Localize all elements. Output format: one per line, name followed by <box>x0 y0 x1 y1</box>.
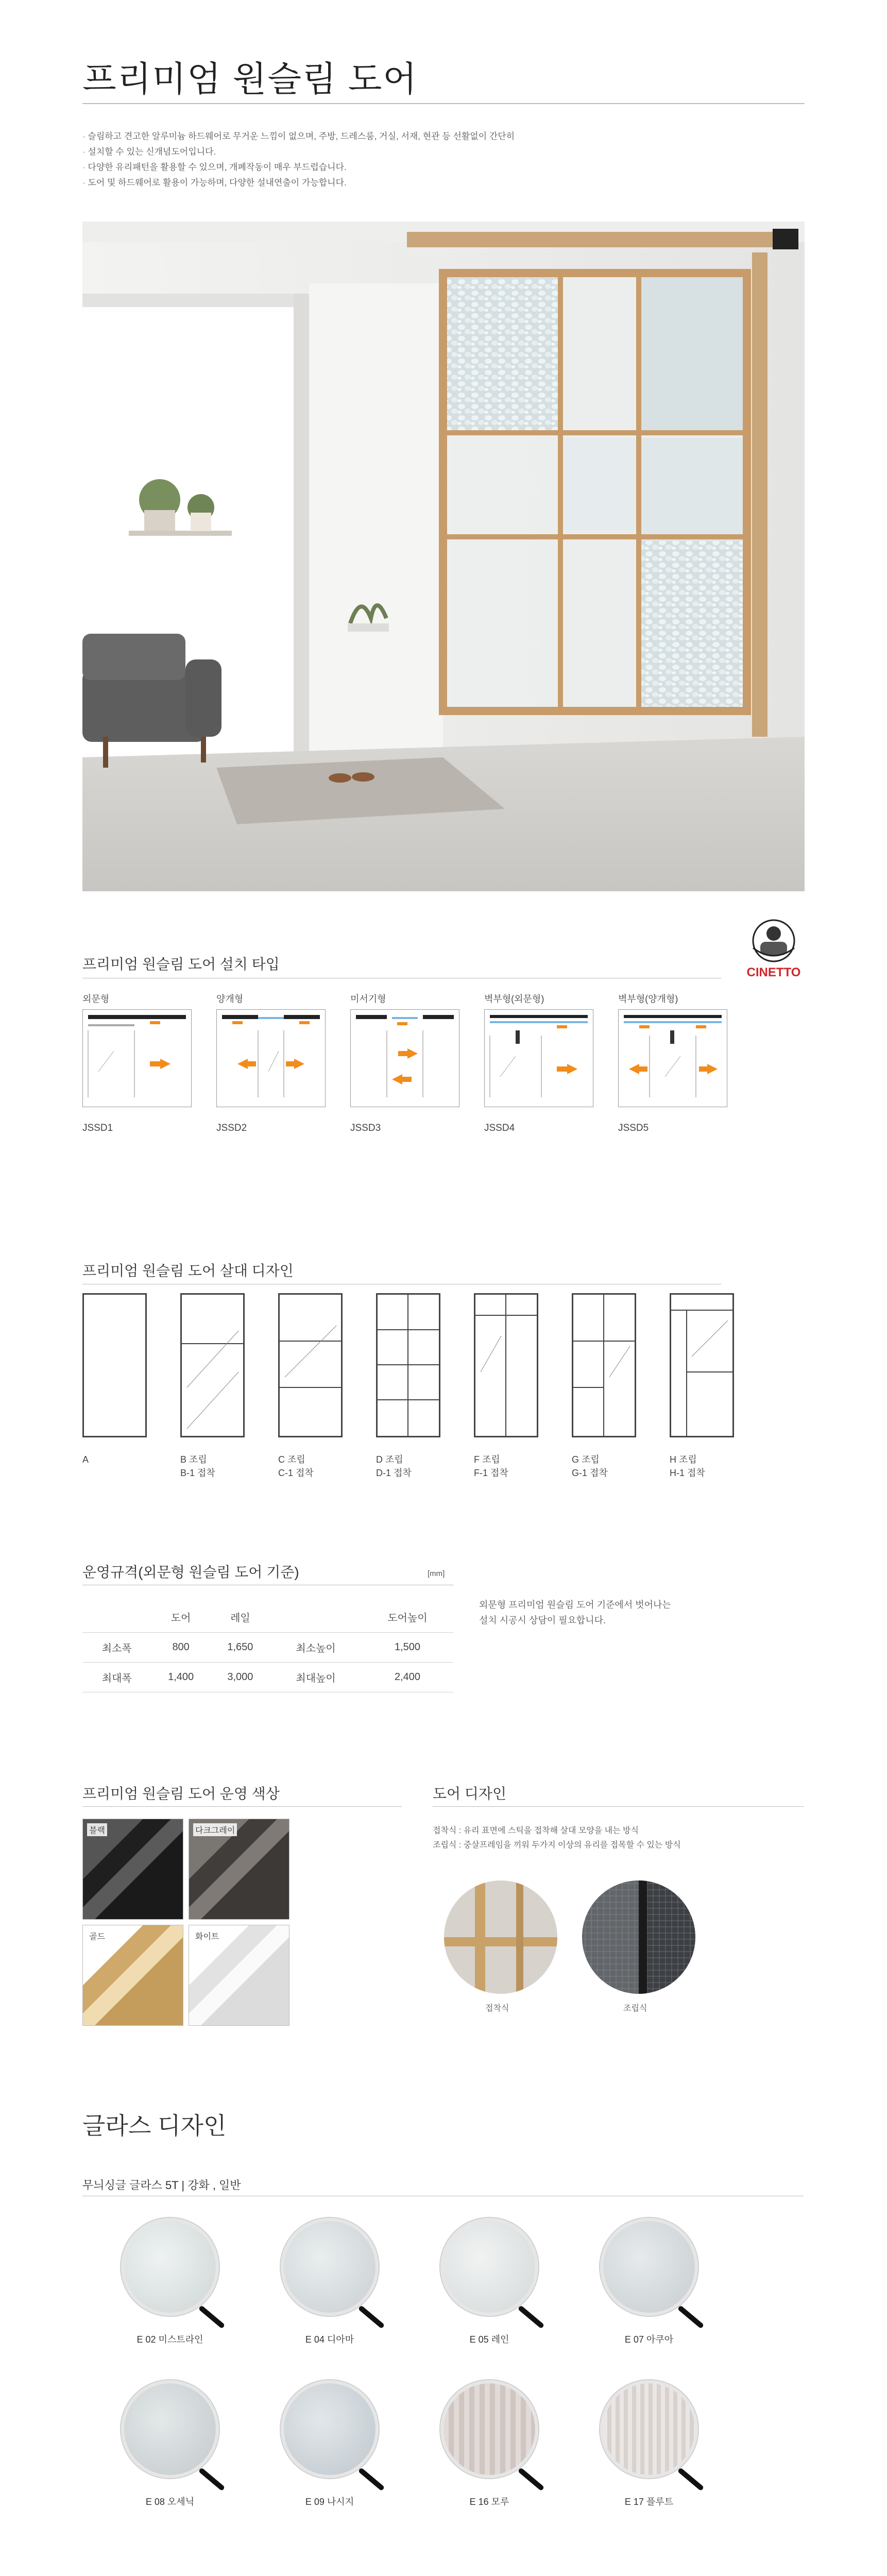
color-label: 화이트 <box>193 1929 221 1942</box>
table-cell: 최소폭 <box>82 1632 151 1662</box>
frame-lines <box>475 1295 537 1436</box>
glass-sample <box>108 2380 232 2507</box>
color-swatch <box>82 1925 183 2026</box>
install-section-title: 프리미엄 원슬림 도어 설치 타입 <box>82 956 280 972</box>
glass-section-title: 글라스 디자인 <box>82 2112 227 2139</box>
frame-caption <box>670 1453 705 1480</box>
color-swatch <box>189 1925 289 2026</box>
table-row <box>82 1632 453 1662</box>
adhesive-sample <box>444 1880 557 1994</box>
table-cell: 최소높이 <box>270 1632 362 1662</box>
glass-name: E 08 오세닉 <box>145 2497 195 2507</box>
frame-caption <box>278 1453 314 1480</box>
glass-name: E 16 모루 <box>469 2497 509 2507</box>
logo-text: CINETTO <box>746 965 801 979</box>
frame-caption-line: G-1 접착 <box>572 1468 608 1478</box>
table-cell: 1,400 <box>151 1662 210 1692</box>
install-type-label: 외문형 <box>82 994 110 1004</box>
glass-group-title <box>82 2573 261 2576</box>
install-diagram-svg <box>217 1010 325 1107</box>
table-cell: 1,500 <box>362 1632 453 1662</box>
glass-lens <box>281 2218 379 2316</box>
adhesive-sample-art <box>444 1880 557 1994</box>
intro-bullet: · 다양한 유리패턴을 활용할 수 있으며, 개폐작동이 매우 부드럽습니다. <box>82 160 515 175</box>
glass-sample <box>268 2218 391 2345</box>
spec-table <box>82 1602 453 1692</box>
frame-caption <box>572 1453 608 1480</box>
frame-caption-line: F 조립 <box>474 1454 500 1465</box>
table-cell: 레일 <box>211 1602 270 1632</box>
frame-design-d <box>376 1293 440 1437</box>
frame-caption-line: C 조립 <box>278 1454 305 1465</box>
glass-name: E 02 미스트라인 <box>137 2334 203 2345</box>
glass-name: E 07 아쿠아 <box>624 2334 674 2345</box>
page-title: 프리미엄 원슬림 도어 <box>82 60 418 99</box>
frame-lines <box>182 1295 243 1436</box>
install-type-label: 벽부형(양개형) <box>618 994 678 1004</box>
install-type-code: JSSD2 <box>216 1123 247 1133</box>
table-cell <box>270 1602 362 1632</box>
frame-caption-line: D-1 접착 <box>376 1468 412 1478</box>
intro-bullets <box>82 129 515 191</box>
intro-bullet: · 설치할 수 있는 신개념도어입니다. <box>82 144 515 160</box>
color-swatch <box>189 1819 289 1920</box>
spec-section-title: 운영규격(외문형 원슬림 도어 기준) <box>82 1564 299 1580</box>
glass-name: E 09 나시지 <box>305 2497 354 2507</box>
install-type-card <box>82 992 192 1134</box>
glass-name: E 17 플루트 <box>624 2497 674 2507</box>
frame-design-h <box>670 1293 734 1437</box>
install-type-label: 미서기형 <box>350 994 386 1004</box>
color-label: 골드 <box>87 1929 107 1942</box>
frame-caption-line: B-1 접착 <box>180 1468 215 1478</box>
frame-design-f <box>474 1293 538 1437</box>
frame-lines <box>280 1295 341 1436</box>
color-label: 다크그레이 <box>193 1823 237 1836</box>
frame-design-c <box>278 1293 343 1437</box>
frame-caption-line: B 조립 <box>180 1454 207 1465</box>
install-diagram <box>618 1009 727 1107</box>
table-cell: 2,400 <box>362 1662 453 1692</box>
table-cell: 1,650 <box>211 1632 270 1662</box>
assembly-sample-art <box>582 1880 695 1994</box>
install-diagram <box>82 1009 192 1107</box>
install-diagram-svg <box>619 1010 727 1107</box>
install-type-code: JSSD1 <box>82 1123 113 1133</box>
table-cell: 도어높이 <box>362 1602 453 1632</box>
frame-lines <box>671 1295 732 1436</box>
color-swatch <box>82 1819 183 1920</box>
glass-sample <box>268 2380 391 2507</box>
install-type-code: JSSD5 <box>618 1123 649 1133</box>
frame-caption-line: H 조립 <box>670 1454 697 1465</box>
glass-lens <box>440 2218 538 2316</box>
frame-caption-line: H-1 접착 <box>670 1468 705 1478</box>
glass-lens <box>281 2380 379 2478</box>
install-type-label: 양개형 <box>216 994 244 1004</box>
install-type-code: JSSD4 <box>484 1123 515 1133</box>
frame-design-g <box>572 1293 636 1437</box>
colors-divider <box>82 1806 402 1807</box>
spec-note <box>479 1597 671 1628</box>
glass-sample <box>428 2218 551 2345</box>
glass-lens <box>440 2380 538 2478</box>
table-cell: 3,000 <box>211 1662 270 1692</box>
title-divider <box>82 103 805 104</box>
glass-lens <box>600 2380 698 2478</box>
door-design-notes <box>433 1824 681 1853</box>
glass-sample <box>587 2380 711 2507</box>
color-label: 블랙 <box>87 1823 107 1836</box>
install-type-card <box>216 992 326 1134</box>
glass-lens <box>121 2380 219 2478</box>
glass-group-title: 무늬싱글 글라스 5T | 강화 , 일반 <box>82 2179 241 2192</box>
frame-caption-line: D 조립 <box>376 1454 403 1465</box>
frame-caption-line: A <box>82 1454 89 1465</box>
table-cell: 최대폭 <box>82 1662 151 1692</box>
frame-caption <box>180 1453 215 1480</box>
install-type-card <box>618 992 727 1134</box>
install-type-label: 벽부형(외문형) <box>484 994 544 1004</box>
assembly-label: 조립식 <box>623 2004 647 2013</box>
door-design-title: 도어 디자인 <box>433 1786 507 1802</box>
install-type-card <box>484 992 593 1134</box>
hero-photo <box>82 222 805 891</box>
frame-caption <box>376 1453 412 1480</box>
install-type-code: JSSD3 <box>350 1123 381 1133</box>
frame-caption-line: F-1 접착 <box>474 1468 508 1478</box>
intro-bullet: · 도어 및 하드웨어로 활용이 가능하며, 다양한 설내연출이 가능합니다. <box>82 175 515 191</box>
install-type-card <box>350 992 459 1134</box>
glass-sample <box>428 2380 551 2507</box>
glass-sample <box>587 2218 711 2345</box>
door-design-note: 조립식 : 중살프레임을 끼워 두가지 이상의 유리를 접목할 수 있는 방식 <box>433 1841 681 1850</box>
glass-name: E 05 레인 <box>469 2334 509 2345</box>
room-illustration <box>82 222 805 891</box>
install-diagram-svg <box>485 1010 593 1107</box>
frame-caption-line: G 조립 <box>572 1454 600 1465</box>
install-diagram <box>484 1009 593 1107</box>
glass-group-title <box>453 2573 590 2576</box>
intro-bullet: · 슬림하고 견고한 알루미늄 하드웨어로 무거운 느낌이 없으며, 주방, 드레스룸, 거실, 서재, 현관 등 선활없이 간단히 <box>82 129 515 144</box>
spec-note-line: 외문형 프리미엄 원슬림 도어 기준에서 벗어나는 <box>479 1600 671 1610</box>
frame-caption-line: C-1 접착 <box>278 1468 314 1478</box>
glass-name: E 04 디아마 <box>305 2334 354 2345</box>
frame-design-b <box>180 1293 245 1437</box>
frame-lines <box>573 1295 635 1436</box>
install-diagram <box>350 1009 459 1107</box>
frame-design-a <box>82 1293 147 1437</box>
colors-section-title: 프리미엄 원슬림 도어 운영 색상 <box>82 1786 280 1802</box>
glass-sample <box>108 2218 232 2345</box>
adhesive-label: 접착식 <box>485 2004 509 2013</box>
door-design-note: 접착식 : 유리 표면에 스틱을 접착해 살대 모양을 내는 방식 <box>433 1826 639 1835</box>
assembly-sample <box>582 1880 695 1994</box>
glass-lens <box>600 2218 698 2316</box>
cinetto-logo <box>738 912 810 984</box>
table-cell: 최대높이 <box>270 1662 362 1692</box>
frame-lines <box>378 1295 439 1436</box>
spec-note-line: 설치 시공시 상담이 필요합니다. <box>479 1615 606 1625</box>
table-cell: 도어 <box>151 1602 210 1632</box>
table-header-row <box>82 1602 453 1632</box>
door-design-divider <box>433 1806 804 1807</box>
table-cell: 800 <box>151 1632 210 1662</box>
frames-section-title: 프리미엄 원슬림 도어 살대 디자인 <box>82 1263 294 1279</box>
frame-caption <box>82 1453 89 1466</box>
spec-unit: [mm] <box>428 1569 445 1578</box>
frame-caption <box>474 1453 508 1480</box>
install-diagram-svg <box>83 1010 191 1107</box>
install-diagram-svg <box>351 1010 459 1107</box>
table-row <box>82 1662 453 1692</box>
install-diagram <box>216 1009 326 1107</box>
table-cell <box>82 1602 151 1632</box>
glass-lens <box>121 2218 219 2316</box>
